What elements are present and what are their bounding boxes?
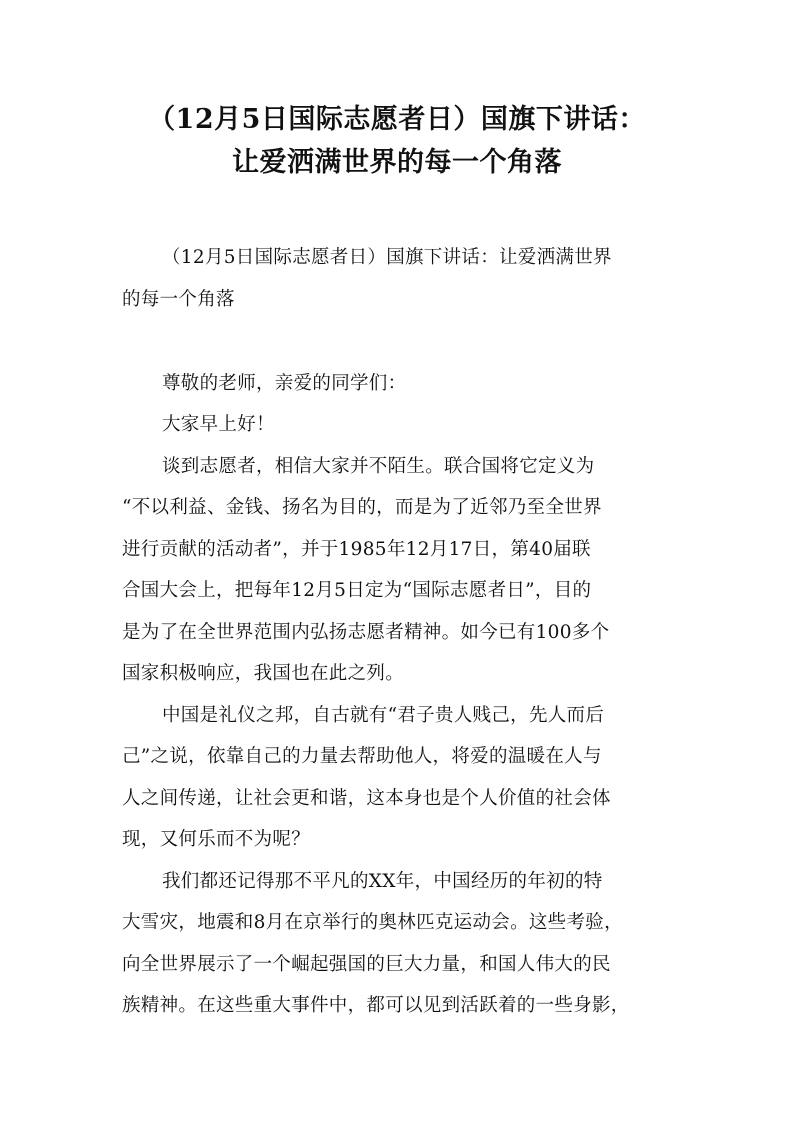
paragraph-1-line: 国家积极响应，我国也在此之列。 <box>122 663 405 684</box>
paragraph-2-line: 己”之说，依靠自己的力量去帮助他人，将爱的温暖在人与 <box>122 746 602 767</box>
paragraph-2-line: 现，又何乐而不为呢？ <box>122 829 311 850</box>
subtitle-line-2: 的每一个角落 <box>122 289 235 310</box>
paragraph-1-line: 进行贡献的活动者”，并于1985年12月17日，第40届联 <box>122 539 591 560</box>
document-title-line-2: 让爱洒满世界的每一个角落 <box>232 147 562 178</box>
paragraph-2-line: 人之间传递，让社会更和谐，这本身也是个人价值的社会体 <box>122 788 611 809</box>
paragraph-1-line: 谈到志愿者，相信大家并不陌生。联合国将它定义为 <box>162 456 595 477</box>
paragraph-3-line: 大雪灾，地震和8月在京举行的奥林匹克运动会。这些考验， <box>122 912 623 933</box>
salutation: 尊敬的老师，亲爱的同学们： <box>162 373 407 394</box>
paragraph-3-line: 向全世界展示了一个崛起强国的巨大力量，和国人伟大的民 <box>122 954 611 975</box>
greeting: 大家早上好！ <box>162 414 275 435</box>
paragraph-1-line: 合国大会上，把每年12月5日定为“国际志愿者日”，目的 <box>122 580 592 601</box>
subtitle-line-1: （12月5日国际志愿者日）国旗下讲话：让爱洒满世界 <box>162 247 612 268</box>
paragraph-2-line: 中国是礼仪之邦，自古就有“君子贵人贱己，先人而后 <box>162 705 605 726</box>
paragraph-3-line: 族精神。在这些重大事件中，都可以见到活跃着的一些身影， <box>122 995 630 1016</box>
document-title-line-1: （12月5日国际志愿者日）国旗下讲话： <box>148 104 646 135</box>
paragraph-3-line: 我们都还记得那不平凡的XX年，中国经历的年初的特 <box>162 871 603 892</box>
paragraph-1-line: “不以利益、金钱、扬名为目的，而是为了近邻乃至全世界 <box>122 497 602 518</box>
paragraph-1-line: 是为了在全世界范围内弘扬志愿者精神。如今已有100多个 <box>122 622 610 643</box>
